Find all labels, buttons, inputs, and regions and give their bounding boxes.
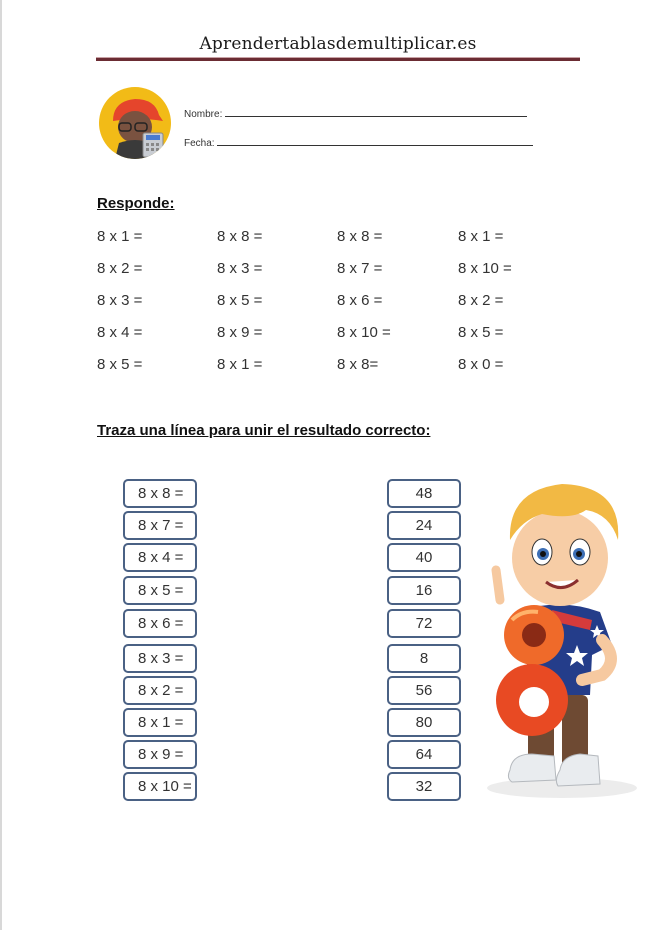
match-heading: Traza una línea para unir el resultado correcto:: [97, 422, 431, 439]
match-left-label: 8 x 5 =: [138, 582, 184, 599]
match-left-label: 8 x 3 =: [138, 650, 184, 667]
match-left-box[interactable]: [123, 479, 197, 508]
exercise-item: 8 x 1 =: [217, 356, 263, 373]
avatar-icon: [99, 87, 171, 159]
page-edge: [0, 0, 2, 930]
site-title: Aprendertablasdemultiplicar.es: [199, 34, 477, 54]
date-field[interactable]: [184, 137, 533, 149]
match-right-box[interactable]: 8: [387, 644, 461, 673]
exercise-item: 8 x 1 =: [458, 228, 504, 245]
match-right-box[interactable]: 32: [387, 772, 461, 801]
exercise-item: 8 x 3 =: [97, 292, 143, 309]
name-label: Nombre:: [184, 109, 223, 120]
exercise-item: 8 x 6 =: [337, 292, 383, 309]
match-right-box[interactable]: 48: [387, 479, 461, 508]
match-right-box[interactable]: 64: [387, 740, 461, 769]
exercise-item: 8 x 7 =: [337, 260, 383, 277]
match-left-label: 8 x 1 =: [138, 714, 184, 731]
exercise-item: 8 x 10 =: [458, 260, 512, 277]
exercise-item: 8 x 8=: [337, 356, 379, 373]
match-left-box[interactable]: [123, 543, 197, 572]
match-left-box[interactable]: [123, 740, 197, 769]
match-right-box[interactable]: 80: [387, 708, 461, 737]
exercise-item: 8 x 4 =: [97, 324, 143, 341]
date-line[interactable]: [217, 137, 533, 146]
match-right-box[interactable]: 56: [387, 676, 461, 705]
match-left-label: 8 x 9 =: [138, 746, 184, 763]
exercise-item: 8 x 5 =: [97, 356, 143, 373]
exercise-item: 8 x 2 =: [97, 260, 143, 277]
match-right-box[interactable]: 24: [387, 511, 461, 540]
match-left-box[interactable]: [123, 644, 197, 673]
match-left-box[interactable]: [123, 708, 197, 737]
boy-holding-eight-illustration: [482, 470, 642, 810]
match-left-box[interactable]: [123, 511, 197, 540]
match-left-label: 8 x 6 =: [138, 615, 184, 632]
exercise-item: 8 x 3 =: [217, 260, 263, 277]
exercise-item: 8 x 5 =: [458, 324, 504, 341]
match-right-box[interactable]: 40: [387, 543, 461, 572]
match-left-label: 8 x 10 =: [138, 778, 192, 795]
date-label: Fecha:: [184, 138, 215, 149]
match-left-label: 8 x 4 =: [138, 549, 184, 566]
exercise-item: 8 x 8 =: [217, 228, 263, 245]
match-left-box[interactable]: [123, 609, 197, 638]
match-right-box[interactable]: 16: [387, 576, 461, 605]
exercise-item: 8 x 8 =: [337, 228, 383, 245]
match-left-box[interactable]: [123, 576, 197, 605]
exercise-item: 8 x 10 =: [337, 324, 391, 341]
match-left-box[interactable]: [123, 772, 197, 801]
exercise-item: 8 x 5 =: [217, 292, 263, 309]
exercise-item: 8 x 1 =: [97, 228, 143, 245]
match-left-label: 8 x 2 =: [138, 682, 184, 699]
name-line[interactable]: [225, 108, 527, 117]
match-right-box[interactable]: 72: [387, 609, 461, 638]
responde-heading: Responde:: [97, 195, 175, 212]
exercise-item: 8 x 2 =: [458, 292, 504, 309]
match-left-box[interactable]: [123, 676, 197, 705]
name-field[interactable]: [184, 108, 527, 120]
title-rule: [96, 58, 580, 61]
match-left-label: 8 x 7 =: [138, 517, 184, 534]
exercise-item: 8 x 0 =: [458, 356, 504, 373]
exercise-item: 8 x 9 =: [217, 324, 263, 341]
match-left-label: 8 x 8 =: [138, 485, 184, 502]
